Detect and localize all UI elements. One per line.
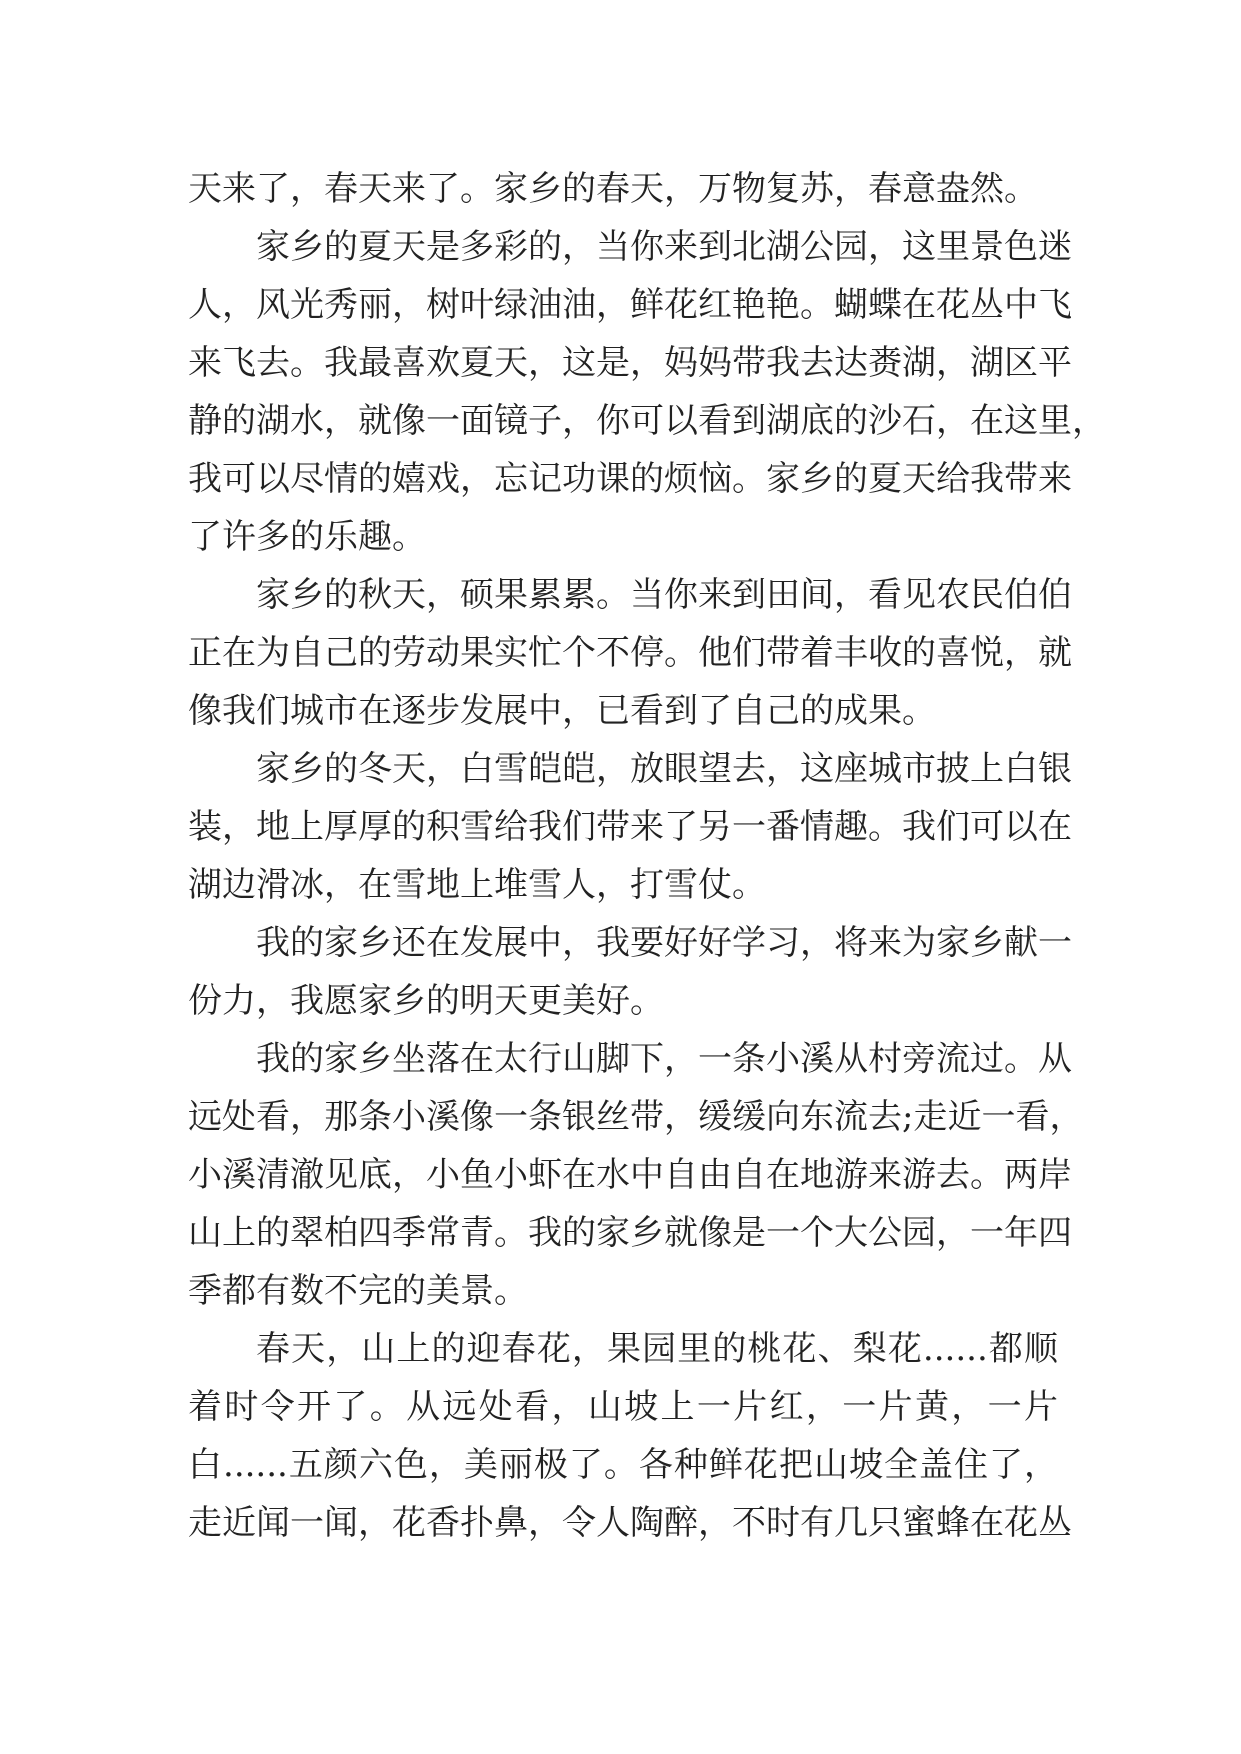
- paragraph-line: 家乡的夏天是多彩的，当你来到北湖公园，这里景色迷: [256, 227, 1072, 267]
- paragraph-line: 我可以尽情的嬉戏，忘记功课的烦恼。家乡的夏天给我带来: [188, 459, 1072, 499]
- paragraph-line: 家乡的冬天，白雪皑皑，放眼望去，这座城市披上白银: [256, 749, 1072, 789]
- paragraph-line: 了许多的乐趣。: [188, 517, 426, 557]
- paragraph-line: 山上的翠柏四季常青。我的家乡就像是一个大公园，一年四: [188, 1213, 1072, 1253]
- paragraph-line: 份力，我愿家乡的明天更美好。: [188, 981, 664, 1021]
- paragraph-line: 人，风光秀丽，树叶绿油油，鲜花红艳艳。蝴蝶在花丛中飞: [188, 285, 1072, 325]
- paragraph-line: 远处看，那条小溪像一条银丝带，缓缓向东流去;走近一看，: [188, 1097, 1084, 1137]
- paragraph-line: 走近闻一闻，花香扑鼻，令人陶醉，不时有几只蜜蜂在花丛: [188, 1503, 1072, 1543]
- paragraph-line: 来飞去。我最喜欢夏天，这是，妈妈带我去达赉湖，湖区平: [188, 343, 1072, 383]
- paragraph-line: 小溪清澈见底，小鱼小虾在水中自由自在地游来游去。两岸: [188, 1155, 1072, 1195]
- paragraph-line: 像我们城市在逐步发展中，已看到了自己的成果。: [188, 691, 936, 731]
- paragraph-line: 白......五颜六色，美丽极了。各种鲜花把山坡全盖住了，: [188, 1445, 1058, 1485]
- paragraph-line: 我的家乡还在发展中，我要好好学习，将来为家乡献一: [256, 923, 1072, 963]
- paragraph-line: 正在为自己的劳动果实忙个不停。他们带着丰收的喜悦，就: [188, 633, 1072, 673]
- paragraph-line: 我的家乡坐落在太行山脚下，一条小溪从村旁流过。从: [256, 1039, 1072, 1079]
- paragraph-line: 家乡的秋天，硕果累累。当你来到田间，看见农民伯伯: [256, 575, 1072, 615]
- paragraph-line: 装，地上厚厚的积雪给我们带来了另一番情趣。我们可以在: [188, 807, 1072, 847]
- paragraph-line: 季都有数不完的美景。: [188, 1271, 528, 1311]
- paragraph-line: 春天，山上的迎春花，果园里的桃花、梨花......都顺: [256, 1329, 1058, 1369]
- paragraph-line: 静的湖水，就像一面镜子，你可以看到湖底的沙石，在这里，: [188, 401, 1106, 441]
- paragraph-line: 湖边滑冰，在雪地上堆雪人，打雪仗。: [188, 865, 766, 905]
- paragraph-line: 着时令开了。从远处看，山坡上一片红，一片黄，一片: [188, 1387, 1058, 1427]
- body-text: [188, 160, 1106, 1552]
- paragraph-line: 天来了，春天来了。家乡的春天，万物复苏，春意盎然。: [188, 169, 1038, 209]
